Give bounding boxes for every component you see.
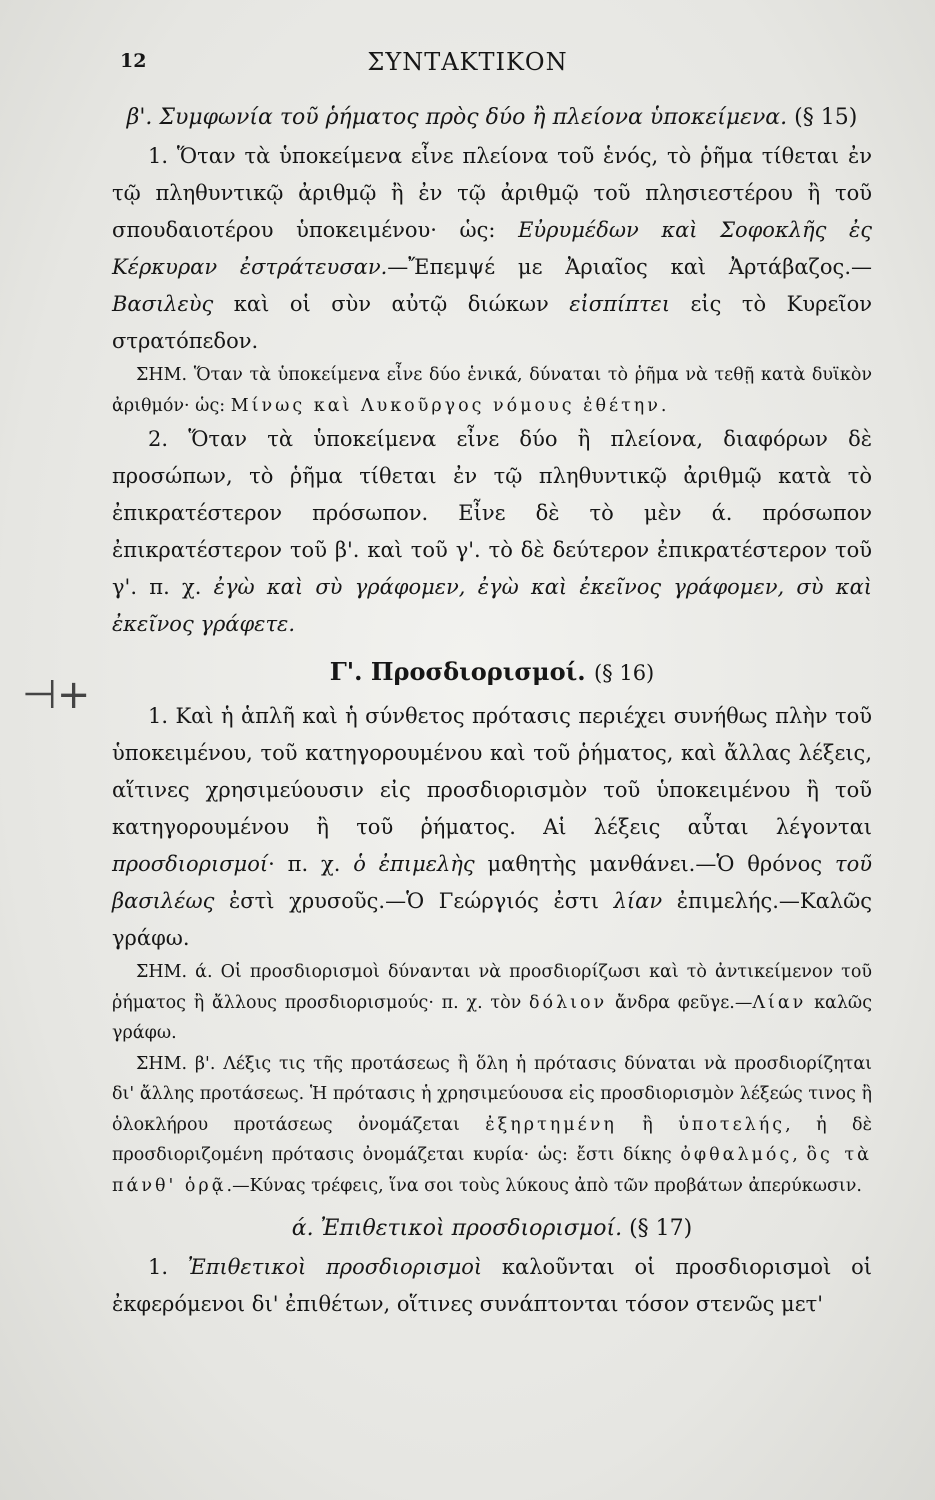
- text: ΣΗΜ. ά. Οἱ προσδιορισμοὶ δύνανται νὰ προσδιορίζωσι καὶ τὸ ἀντικείμενον τοῦ ῥήματος ἢ ἄλλους προσδιορισμούς· π. χ. τὸν: [112, 962, 872, 1013]
- section-ref: (§ 17): [629, 1216, 693, 1241]
- example-spaced: Λίαν: [752, 992, 807, 1013]
- running-head: ΣΥΝΤΑΚΤΙΚΟΝ: [367, 48, 568, 76]
- example-spaced: ὀφθαλμός: [680, 1145, 793, 1165]
- example-italic: Εὐρυμέδων καὶ Σοφοκλῆς ἐς Κέρκυραν ἐστράτευσαν.: [112, 218, 872, 279]
- text: 1. Ὅταν τὰ ὑποκείμενα εἶνε πλείονα τοῦ ἑνός, τὸ ῥῆμα τίθεται ἐν τῷ πληθυντικῷ ἀριθμῷ ἢ ἐν τῷ ἀριθμῷ τοῦ πλησιεστέρου ἢ τοῦ σπουδαιοτέρου ὑποκειμένου· ὡς:: [112, 144, 872, 242]
- spacer: [112, 1201, 872, 1211]
- subsection-title: β'. Συμφωνία τοῦ ῥήματος πρὸς δύο ἢ πλείονα ὑποκείμενα.: [126, 105, 788, 130]
- subsection-title: ά. Ἐπιθετικοὶ προσδιορισμοί.: [291, 1216, 623, 1241]
- term-spaced: ὑποτελής: [678, 1114, 786, 1135]
- text: καὶ οἱ σὺν αὐτῷ διώκων: [213, 292, 570, 316]
- example-italic: τοῦ βασιλέως: [112, 852, 872, 913]
- note-b: [112, 1049, 872, 1202]
- text: ἐστὶ χρυσοῦς.—Ὁ Γεώργιός ἐστι: [214, 889, 614, 913]
- paragraph-b2: [112, 421, 872, 643]
- text: εἰς τὸ Κυρεῖον στρατόπεδον.: [112, 292, 873, 353]
- example-italic: ὁ ἐπιμελὴς: [353, 852, 475, 876]
- text: ἄνδρα φεῦγε.—: [607, 992, 753, 1013]
- text: ΣΗΜ. β'. Λέξις τις τῆς προτάσεως ἢ ὅλη ἡ πρότασις δύναται νὰ προσδιορίζηται δι' ἄλλης προτάσεως. Ἡ πρότασις ἡ χρησιμεύουσα εἰς προσδιορισμὸν λέξεώς τινος ἢ ὁλοκλήρου προτάσεως ὀνομάζεται: [112, 1053, 872, 1135]
- text: ἐπιμελής.—Καλῶς γράφω.: [112, 889, 872, 950]
- term-spaced: ἐξηρτημένη: [485, 1114, 617, 1135]
- text: —Ἔπεμψέ με Ἀριαῖος καὶ Ἀρτάβαζος.—: [387, 255, 872, 279]
- example-italic: εἰσπίπτει: [569, 292, 671, 316]
- section-ref: (§ 15): [794, 105, 858, 130]
- note-a: [112, 957, 872, 1049]
- text: ΣΗΜ. Ὅταν τὰ ὑποκείμενα εἶνε δύο ἑνικά, δύναται τὸ ῥῆμα νὰ τεθῇ κατὰ δυϊκὸν ἀριθμόν· ὡς:: [112, 365, 872, 416]
- page-number: 12: [120, 50, 147, 72]
- text: .—Κύνας τρέφεις, ἵνα σοι τοὺς λύκους ἀπὸ τῶν προβάτων ἀπερύκωσιν.: [226, 1175, 862, 1196]
- text: καλοῦνται οἱ προσδιορισμοὶ οἱ ἐκφερόμενοι δι' ἐπιθέτων, οἵτινες συνάπτονται τόσον στενῶς μετ': [112, 1255, 872, 1316]
- paragraph-b1: [112, 138, 872, 360]
- term-italic: προσδιορισμοί: [112, 852, 269, 876]
- section-heading-g: [112, 651, 872, 694]
- example-italic: Βασιλεὺς: [112, 292, 214, 316]
- text: , ἡ δὲ προσδιοριζομένη πρότασις ὀνομάζεται κυρία· ὡς: ἔστι δίκης: [112, 1114, 872, 1165]
- section-ref: (§ 16): [593, 661, 655, 685]
- example-italic: ἐγὼ καὶ σὺ γράφομεν, ἐγὼ καὶ ἐκεῖνος γράφομεν, σὺ καὶ ἐκεῖνος γράφετε.: [112, 575, 872, 636]
- section-title: Γ'. Προσδιορισμοί.: [329, 657, 586, 686]
- page-body: [112, 100, 872, 1323]
- subsection-heading-a: [112, 1211, 872, 1247]
- text: καλῶς γράφω.: [112, 992, 872, 1043]
- example-italic: λίαν: [613, 889, 663, 913]
- text: 2. Ὅταν τὰ ὑποκείμενα εἶνε δύο ἢ πλείονα, διαφόρων δὲ προσώπων, τὸ ῥῆμα τίθεται ἐν τῷ πληθυντικῷ ἀριθμῷ κατὰ τὸ ἐπικρατέστερον πρόσωπον. Εἶνε δὲ τὸ μὲν ά. πρόσωπον ἐπικρατέστερον τοῦ β'. καὶ τοῦ γ'. τὸ δὲ δεύτερον ἐπικρατέστερον τοῦ γ'. π. χ.: [112, 427, 872, 599]
- note-b1: [112, 360, 872, 421]
- paragraph-g1: [112, 698, 872, 957]
- example-spaced: δόλιον: [529, 992, 608, 1013]
- example-spaced: Μίνως καὶ Λυκοῦργος νόμους ἐθέτην.: [230, 395, 670, 416]
- example-spaced: ὃς τὰ πάνθ' ὁρᾷ: [112, 1145, 872, 1196]
- term-italic: Ἐπιθετικοὶ προσδιορισμοὶ: [187, 1255, 483, 1279]
- text: ,: [792, 1145, 807, 1165]
- text: ἢ: [616, 1114, 679, 1135]
- text: · π. χ.: [268, 852, 354, 876]
- text: μαθητὴς μανθάνει.—Ὁ θρόνος: [474, 852, 835, 876]
- page-header: [0, 44, 935, 84]
- text: 1.: [148, 1255, 188, 1279]
- paragraph-a1: [112, 1249, 872, 1323]
- subsection-heading-b: [112, 100, 872, 136]
- text: 1. Καὶ ἡ ἁπλῆ καὶ ἡ σύνθετος πρότασις περιέχει συνήθως πλὴν τοῦ ὑποκειμένου, τοῦ κατηγορουμένου καὶ τοῦ ῥήματος, καὶ ἄλλας λέξεις, αἵτινες χρησιμεύουσιν εἰς προσδιορισμὸν τοῦ ὑποκειμένου ἢ τοῦ κατηγορουμένου ἢ τοῦ ῥήματος. Αἱ λέξεις αὗται λέγονται: [112, 704, 872, 839]
- margin-annotation: ⊣+: [22, 672, 91, 718]
